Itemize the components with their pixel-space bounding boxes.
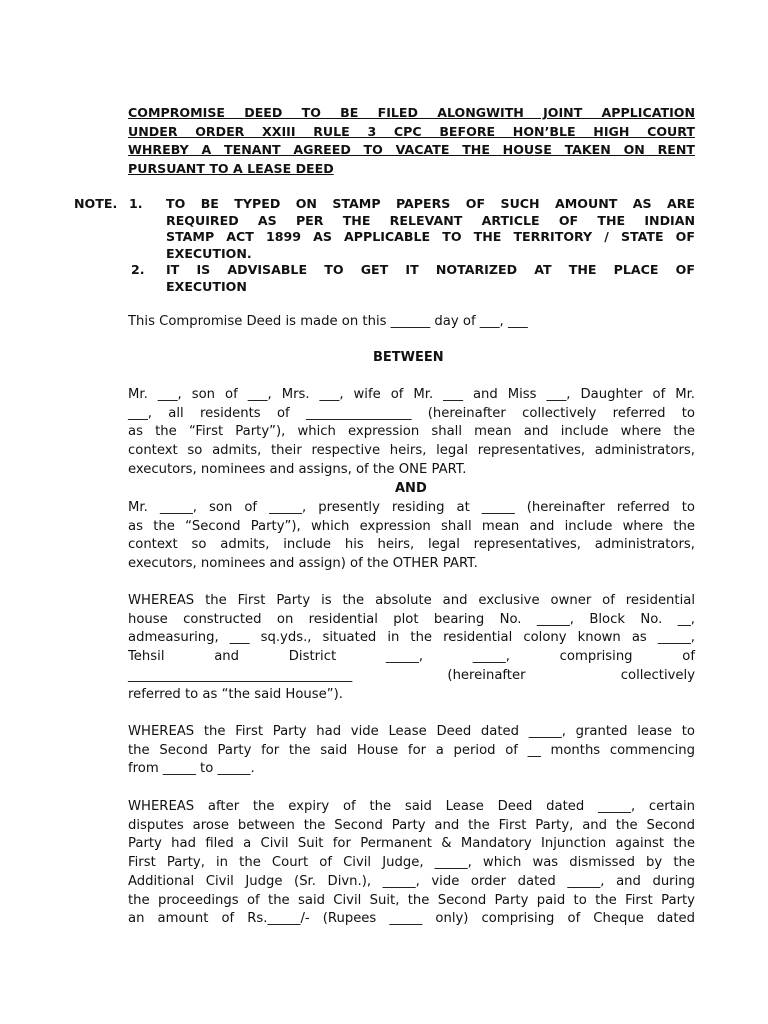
paragraph-line: WHEREAS the First Party is the absolute and exclusive owner of residential xyxy=(128,593,695,608)
note-line: REQUIRED AS PER THE RELEVANT ARTICLE OF THE INDIAN xyxy=(166,212,695,228)
note-line: IT IS ADVISABLE TO GET IT NOTARIZED AT THE PLACE OF xyxy=(166,262,695,277)
note-number: 2. xyxy=(131,262,145,277)
paragraph-line: WHEREAS after the expiry of the said Lease Deed dated _____, certain xyxy=(128,799,695,814)
paragraph-line: context so admits, their respective heirs, legal representatives, administrators, xyxy=(128,443,695,459)
whereas-lease-paragraph xyxy=(128,723,695,779)
intro-paragraph xyxy=(128,313,695,332)
title-line: WHREBY A TENANT AGREED TO VACATE THE HOUSE TAKEN ON RENT xyxy=(128,142,695,157)
paragraph-line: as the “First Party”), which expression shall mean and include where the xyxy=(128,424,695,440)
note-item-1 xyxy=(166,196,695,262)
paragraph-line: house constructed on residential plot bearing No. _____, Block No. __, xyxy=(128,611,695,627)
paragraph-line: the proceedings of the said Civil Suit, the Second Party paid to the First Party xyxy=(128,892,695,908)
note-line: EXECUTION. xyxy=(166,245,252,261)
paragraph-line: referred to as “the said House”). xyxy=(128,686,343,702)
first-party-paragraph xyxy=(128,386,695,480)
document-title xyxy=(128,104,695,178)
paragraph-line: First Party, in the Court of Civil Judge, _____, which was dismissed by the xyxy=(128,855,695,871)
title-line: PURSUANT TO A LEASE DEED xyxy=(128,160,334,176)
intro-line: This Compromise Deed is made on this ______ day of ___, ___ xyxy=(128,314,528,329)
between-heading: BETWEEN xyxy=(373,350,444,365)
paragraph-line: Tehsil and District _____, _____, comprising of xyxy=(128,649,695,665)
and-heading: AND xyxy=(395,481,427,496)
whereas-ownership-paragraph xyxy=(128,592,695,704)
paragraph-line: an amount of Rs._____/- (Rupees _____ only) comprising of Cheque dated xyxy=(128,911,695,927)
paragraph-line: the Second Party for the said House for a period of __ months commencing xyxy=(128,742,695,758)
paragraph-line: WHEREAS the First Party had vide Lease Deed dated _____, granted lease to xyxy=(128,724,695,739)
note-number: 1. xyxy=(129,196,143,211)
paragraph-line: from _____ to _____. xyxy=(128,761,255,777)
title-line: UNDER ORDER XXIII RULE 3 CPC BEFORE HON’BLE HIGH COURT xyxy=(128,123,695,139)
note-line: TO BE TYPED ON STAMP PAPERS OF SUCH AMOUNT AS ARE xyxy=(166,196,695,211)
paragraph-line: Mr. _____, son of _____, presently residing at _____ (hereinafter referred to xyxy=(128,500,695,515)
paragraph-line: context so admits, include his heirs, legal representatives, administrators, xyxy=(128,537,695,553)
paragraph-line: as the “Second Party”), which expression shall mean and include where the xyxy=(128,518,695,534)
paragraph-line: Mr. ___, son of ___, Mrs. ___, wife of Mr. ___ and Miss ___, Daughter of Mr. xyxy=(128,387,695,402)
paragraph-line: executors, nominees and assign) of the OTHER PART. xyxy=(128,556,478,572)
whereas-dispute-paragraph xyxy=(128,798,695,929)
paragraph-line: ___, all residents of ________________ (hereinafter collectively referred to xyxy=(128,405,695,421)
paragraph-line: __________________________________ (hereinafter collectively xyxy=(128,667,695,683)
paragraph-line: admeasuring, ___ sq.yds., situated in the residential colony known as _____, xyxy=(128,630,695,646)
title-line: COMPROMISE DEED TO BE FILED ALONGWITH JOINT APPLICATION xyxy=(128,105,695,120)
paragraph-line: disputes arose between the Second Party and the First Party, and the Second xyxy=(128,817,695,833)
note-line: EXECUTION xyxy=(166,278,247,294)
note-item-2 xyxy=(166,262,695,295)
note-line: STAMP ACT 1899 AS APPLICABLE TO THE TERRITORY / STATE OF xyxy=(166,229,695,244)
paragraph-line: executors, nominees and assigns, of the ONE PART. xyxy=(128,461,467,477)
note-label: NOTE. xyxy=(74,196,118,211)
second-party-paragraph xyxy=(128,499,695,574)
paragraph-line: Party had filed a Civil Suit for Permanent & Mandatory Injunction against the xyxy=(128,836,695,852)
paragraph-line: Additional Civil Judge (Sr. Divn.), _____, vide order dated _____, and during xyxy=(128,873,695,889)
